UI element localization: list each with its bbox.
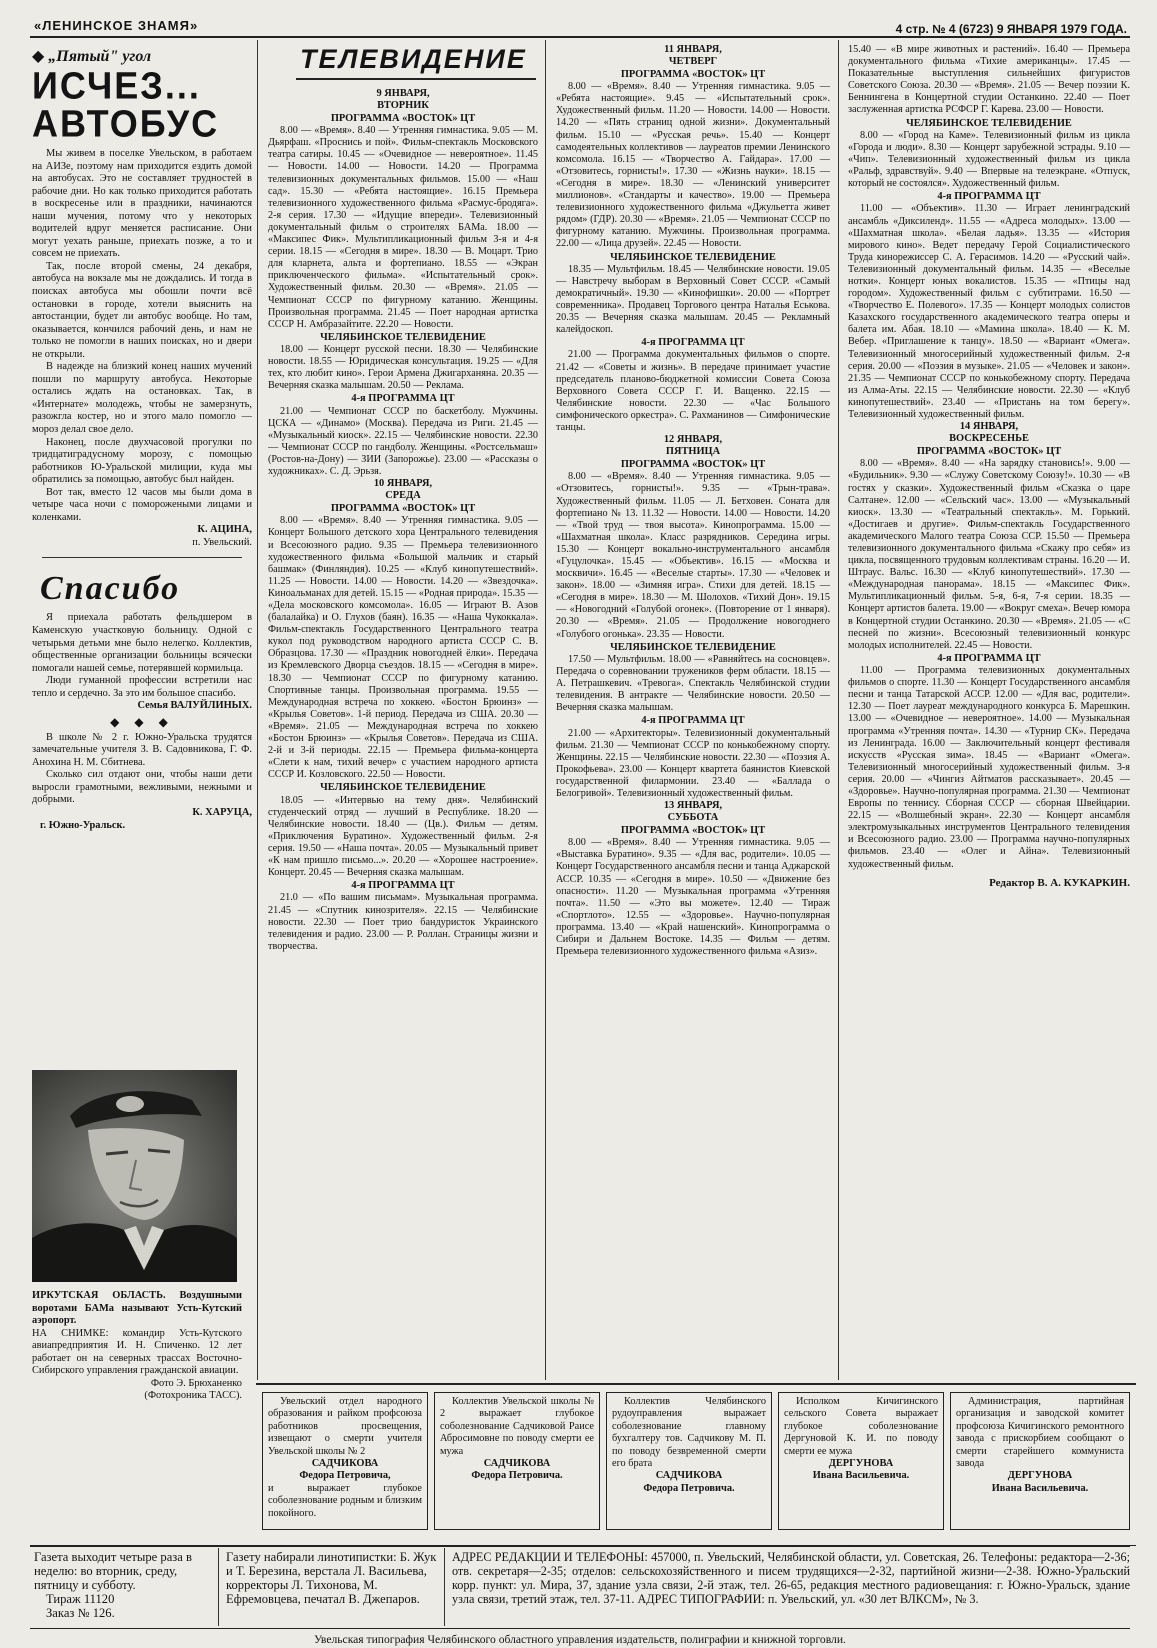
tv-title-rule xyxy=(296,78,536,80)
tv-schedule-text: 21.00 — Программа документальных фильмов о спорте. 21.42 — «Советы и жизнь». В передаче принимает участие председатель планово-бюджетной комиссии Совета Союза Верховного Совета СССР Г. И. Ващенко. 22.15 — Челябинские новости. 22.30 — «Час Большого симфонического оркестра». С. Рахманинов — Симфонические танцы. xyxy=(556,349,830,434)
footer-column-rule xyxy=(218,1548,219,1626)
tv-day-heading: СРЕДА xyxy=(385,490,421,502)
tv-program-heading: ПРОГРАММА «ВОСТОК» ЦТ xyxy=(620,69,766,80)
obituary-notice xyxy=(950,1392,1130,1530)
tv-program-heading: 4-я ПРОГРАММА ЦТ xyxy=(937,652,1041,664)
footer-address xyxy=(452,1550,1130,1606)
article-headline-line1: ИСЧЕЗ... xyxy=(32,63,201,107)
printer-line: Увельская типография Челябинского областного управления издательств, полиграфии и книжной торговли. xyxy=(314,1633,846,1646)
article-headline-line2: АВТОБУС xyxy=(32,101,220,145)
article-paragraph: Так, после второй смены, 24 декабря, автобуса на вокзале мы не дождались. И тогда в поисках автобуса мы обошли почти всё остановки в городе, хотели выяснить на автостанции, будет ли автобус вообще. Но там, оказывается, кончился рабочий день, и нам не только не помогли в наших поисках, но и двери не открыли. xyxy=(32,260,252,360)
tv-program-heading: 4-я ПРОГРАММА ЦТ xyxy=(351,880,455,892)
tv-program-heading: ПРОГРАММА «ВОСТОК» ЦТ xyxy=(330,503,476,515)
editor-signature: Редактор В. А. КУКАРКИН. xyxy=(989,876,1130,889)
obituary-name: САДЧИКОВА xyxy=(655,1470,723,1482)
caption-credit: (Фотохроника ТАСС). xyxy=(144,1390,242,1401)
obituary-name: САДЧИКОВА xyxy=(311,1458,379,1470)
obituary-name-given: Федора Петровича. xyxy=(643,1482,735,1494)
tv-program-heading: ПРОГРАММА «ВОСТОК» ЦТ xyxy=(620,825,766,837)
caption-text: НА СНИМКЕ: командир Усть-Кутского авиапредприятия И. Н. Спиченко. 12 лет работает он на северных трассах Восточно-Сибирского управления гражданской авиации. xyxy=(32,1327,242,1376)
tv-program-heading: 4-я ПРОГРАММА ЦТ xyxy=(351,393,455,405)
article-body xyxy=(32,148,252,524)
pilot-photo xyxy=(32,1070,237,1282)
tv-day-heading: СУББОТА xyxy=(667,812,719,824)
tv-day-heading: 10 ЯНВАРЯ, xyxy=(373,478,433,490)
obituary-notice xyxy=(606,1392,772,1530)
article-paragraph: Вот так, вместо 12 часов мы были дома в четыре часа ночи с поморожеными лицами и коленками. xyxy=(32,486,252,523)
tv-day-heading: 13 ЯНВАРЯ, xyxy=(663,800,723,812)
tv-program-heading: ЧЕЛЯБИНСКОЕ ТЕЛЕВИДЕНИЕ xyxy=(320,782,486,794)
tv-program-heading: ЧЕЛЯБИНСКОЕ ТЕЛЕВИДЕНИЕ xyxy=(320,331,486,343)
obituary-name: САДЧИКОВА xyxy=(483,1458,551,1470)
tv-day-heading: 14 ЯНВАРЯ, xyxy=(959,421,1019,433)
tv-section-title: ТЕЛЕВИДЕНИЕ xyxy=(300,44,527,74)
footer-staff xyxy=(226,1550,438,1606)
tv-program-heading: ЧЕЛЯБИНСКОЕ ТЕЛЕВИДЕНИЕ xyxy=(610,641,776,653)
footer-staff-text: Газету набирали линотипистки: Б. Жук и Т. Березина, верстала Л. Васильева, корректоры Л. Тихонова, М. Ефремовцева, печатал В. Джепаров. xyxy=(226,1550,437,1606)
footer-order: Заказ № 126. xyxy=(46,1606,115,1620)
thanks-paragraph: Я приехала работать фельдшером в Каменскую участковую больницу. Одной с четырьмя детьми мне было нелегко. Коллектив, общественные организации больницы всячески помогали нашей семье, потерявшей кормильца. xyxy=(32,612,252,674)
tv-schedule-text: 8.00 — «Время». 8.40 — Утренняя гимнастика. 9.05 — «Отзовитесь, горнисты!». 9.35 — «Трын-трава». Художественный фильм. 11.05 — Л. Бетховен. Соната для фортепиано № 13. 11.32 — Новости. 14.00 — Новости. 14.20 — «Твой труд — твоя высота». Кинопрограмма. 15.00 — «Шахматная школа». Класс разрядников. Середина игры. 15.30 — Концерт вокально-инструментального ансамбля «Гуцулочка». 15.45 — «Объектив». 16.15 — «Москва и москвичи». 16.45 — «Веселые старты». 17.30 — «Человек и закон». 18.00 — «Зимняя игра». Стихи для детей. 18.15 — «Сегодня в мире». 18.30 — М. Шолохов. «Тихий Дон». 19.15 — «Новогодний «Голубой огонек». (Повторение от 1 января). 20.30 — «Время». 21.05 — Продолжение новогоднего «Голубого огонька». 23.35 — Новости. xyxy=(556,471,830,640)
tv-day-heading: ЧЕТВЕРГ xyxy=(668,56,718,67)
tv-schedule-text: 8.00 — «Время». 8.40 — Утренняя гимнастика. 9.05 — «Выставка Буратино». 9.35 — «Для вас, родители». 10.05 — Концерт Государственного ансамбля песни и танца Аджарской АССР. 10.35 — «Сегодня в мире». 10.50 — «Движение без опасности». 11.20 — Музыкальная программа «Утренняя почта». 11.50 — «Это вы можете». 12.40 — Тираж «Спортлото». 12.55 — «Здоровье». Научно-популярная программа. 13.40 — «Край нашенский». Кинопрограмма о Сибири и Дальнем Востоке. 14.35 — Фильм — детям. Премьера телевизионного художественного фильма «Азиз». xyxy=(556,837,830,958)
article-paragraph: Мы живем в поселке Увельском, в работаем на АИЗе, поэтому нам приходится ездить домой на автобусах. Это не составляет трудностей в рабочие дни. Но как только приходится работать в воскресенье или в праздники, начинаются наши мучения, потому что у некоторых водителей вдруг меняется расписание. Они могут уехать раньше, приехать позже, а то и совсем не приехать. xyxy=(32,148,252,260)
obituary-name-given: Ивана Васильевича. xyxy=(991,1482,1089,1494)
tv-program-heading: 4-я ПРОГРАММА ЦТ xyxy=(641,715,745,727)
obituary-name-given: Ивана Васильевича. xyxy=(812,1470,910,1482)
tv-program-heading: ЧЕЛЯБИНСКОЕ ТЕЛЕВИДЕНИЕ xyxy=(906,117,1072,129)
tv-program-heading: ЧЕЛЯБИНСКОЕ ТЕЛЕВИДЕНИЕ xyxy=(610,251,776,263)
tv-program-heading: ПРОГРАММА «ВОСТОК» ЦТ xyxy=(916,446,1062,458)
obituary-text: Исполком Кичигинского сельского Совета выражает глубокое соболезнование Дергуновой К. И. по поводу смерти ее мужа xyxy=(784,1396,938,1457)
obituary-notice xyxy=(434,1392,600,1530)
footer-address-text: АДРЕС РЕДАКЦИИ И ТЕЛЕФОНЫ: 457000, п. Увельский, Челябинской области, ул. Советская, 26. Телефоны: редактора—2-36; отв. секретаря—2-35; отделов: сельскохозяйственного и писем трудящихся—2-32, партийной жизни—2-38. Южно-Уральский корр. пункт: ул. Мира, 37, здание узла связи, 2-й этаж, тел. 26-65, редакция местного радиовещания: г. Южно-Уральск, здание узла связи, третий этаж, тел. 37-11. АДРЕС ТИПОГРАФИИ: п. Увельский, ул. «30 лет ВЛКСМ», № 3. xyxy=(452,1550,1130,1606)
printer-rule xyxy=(30,1628,1130,1629)
footer-circulation: Тираж 11120 xyxy=(46,1592,115,1606)
footer-schedule-text: Газета выходит четыре раза в неделю: во вторник, среду, пятницу и субботу. xyxy=(34,1550,192,1592)
tv-schedule-text: 21.00 — «Архитекторы». Телевизионный документальный фильм. 21.30 — Чемпионат СССР по конькобежному спорту. Женщины. 22.15 — Челябинские новости. 22.30 — «Поэзия А. Прокофьева». 23.00 — Концерт квартета баянистов Киевской государственной филармонии. 23.40 — «Баллада о Белогривой». Телевизионный художественный фильм. xyxy=(556,727,830,799)
tv-schedule-text: 8.00 — «Время». 8.40 — Утренняя гимнастика. 9.05 — «Ребята настоящие». 9.45 — «Испытательный срок». Художественный фильм. 11.20 — Новости. 14.00 — Новости. 14.20 — «Пять страниц одной жизни». Документальный фильм. 15.10 — «Русская речь». 15.40 — Концерт самодеятельных коллективов — лауреатов премии Ленинского комсомола. 16.15 — «Творчество А. Гайдара». 17.00 — «Отзовитесь, горнисты!». 17.30 — «Жизнь науки». 18.15 — «Сегодня в мире». 18.30 — «Ленинский университет миллионов». «Стандарты и качество». 19.00 — Премьера телевизионного художественного фильма «Джульетта живет рядом» (ГДР). 20.30 — «Время». 21.05 — Чемпионат СССР по фигурному катанию. Мужчины. Произвольная программа. 22.00 — «Лица друзей». 22.45 — Новости. xyxy=(556,81,830,250)
masthead-rule xyxy=(30,36,1130,38)
tv-schedule-text: 21.00 — Чемпионат СССР по баскетболу. Мужчины. ЦСКА — «Динамо» (Москва). Передача из Риги. 21.45 — «Музыкальный киоск». 22.15 — Челябинские новости. 22.30 — Чемпионат СССР по гандболу. Женщины. «Ростсельмаш» (Ростов-на-Дону) — ЗИИ (Запорожье). 23.00 — «Рассказы о художниках». С. Д. Эрьзя. xyxy=(268,405,538,478)
footer-schedule xyxy=(34,1550,212,1620)
column-rule xyxy=(838,40,839,1380)
tv-schedule-text: 18.35 — Мультфильм. 18.45 — Челябинские новости. 19.05 — Навстречу выборам в Верховный Совет СССР. «Самый демократичный». 19.30 — «Кинофишки». 20.00 — «Портрет современника». Продавец Торгового центра Наталья Еськова. 20.35 — Вечерняя сказка малышам. 20.45 — Рекламный калейдоскоп. xyxy=(556,263,830,336)
tv-program-heading: 4-я ПРОГРАММА ЦТ xyxy=(641,337,745,349)
article-paragraph: Наконец, после двухчасовой прогулки по тридцатиградусному морозу, с помощью работников Ю-Уральской милиции, куда мы обратились за помощью, автобус был найден. xyxy=(32,436,252,486)
thanks-title: Спасибо xyxy=(40,570,181,608)
masthead-paper-name: «ЛЕНИНСКОЕ ЗНАМЯ» xyxy=(34,18,199,33)
tv-program-heading: ПРОГРАММА «ВОСТОК» ЦТ xyxy=(330,113,476,124)
photo-caption xyxy=(32,1290,242,1403)
tv-schedule-text: 8.00 — «Время». 8.40 — «На зарядку становись!». 9.00 — «Будильник». 9.30 — «Служу Советскому Союзу!». 10.30 — «В гостях у сказки». Художественный фильм «Сказка о царе Салтане». 12.00 — «Сельский час». 13.00 — «Музыкальный киоск». 13.30 — «Театральный спектакль». М. Горький. «Достигаев и другие». Фильм-спектакль Государственного академического Малого театра Союза ССР. 15.50 — Премьера телевизионного документального фильма «Скажу про себя» из цикла, посвященного трудовым коллективам страны. 16.20 — И. Штраус. Вальс. 16.30 — «Клуб кинопутешествий». 17.30 — «Международная панорама». 18.15 — «Максипес Фик». Мультипликационный фильм. 5-я, 6-я, 7-я серии. 18.35 — Концерт артистов балета. 19.00 — «Вокруг смеха». Вечер юмора в Концертной студии Останкино. 20.30 — «Время». 21.05 — «С песней по жизни». Всесоюзный телевизионный конкурс молодых исполнителей. 22.45 — Новости. xyxy=(848,458,1130,651)
thanks-signature-place: г. Южно-Уральск. xyxy=(40,819,126,831)
tv-column-2 xyxy=(556,44,830,958)
obituary-text: Коллектив Увельской школы № 2 выражает глубокое соболезнование Садчиковой Раисе Абросимовне по поводу смерти ее мужа xyxy=(440,1396,594,1457)
tv-day-heading: ВОСКРЕСЕНЬЕ xyxy=(949,433,1029,445)
obituary-notice xyxy=(778,1392,944,1530)
footer-column-rule xyxy=(444,1548,445,1626)
article-rubric: ◆ „Пятый" угол xyxy=(32,48,152,65)
article-paragraph: В надежде на близкий конец наших мучений пошли по маршруту автобуса. Некоторые остались ждать на остановках. Так, в «Интернате» молодежь, чтобы не замерзнуть, разожгла костер, но и этого мало помогло — мороз делал свое дело. xyxy=(32,361,252,436)
article-signature: К. АЦИНА, xyxy=(197,524,252,536)
obituary-notice xyxy=(262,1392,428,1530)
obituary-tail: и выражает глубокое соболезнование родным и близким покойного. xyxy=(268,1482,422,1519)
tv-schedule-text: 18.00 — Концерт русской песни. 18.30 — Челябинские новости. 18.55 — Юридическая консультация. 19.25 — «Для тех, кто любит кино». Герои Армена Джигарханяна. 20.35 — Вечерняя сказка малышам. 20.50 — Реклама. xyxy=(268,344,538,392)
obituary-text: Администрация, партийная организация и заводской комитет профсоюза Кичигинского ремонтного завода с прискорбием сообщают о смерти старейшего коммуниста завода xyxy=(956,1396,1124,1470)
caption-lead: ИРКУТСКАЯ ОБЛАСТЬ. Воздушными воротами БАМа называют Усть-Кутский аэропорт. xyxy=(32,1290,242,1326)
section-stars: ◆ ◆ ◆ xyxy=(110,714,174,729)
thanks-signature: К. ХАРУЦА, xyxy=(192,807,252,819)
photo-image xyxy=(32,1070,237,1282)
column-rule xyxy=(257,40,258,1380)
obituary-name-given: Федора Петровича, xyxy=(299,1470,391,1482)
thanks-paragraph: Сколько сил отдают они, чтобы наши дети выросли грамотными, вежливыми, нежными и добрыми. xyxy=(32,769,252,806)
obituary-name: ДЕРГУНОВА xyxy=(828,1458,894,1470)
column-rule xyxy=(545,40,546,1380)
tv-schedule-text: 8.00 — «Время». 8.40 — Утренняя гимнастика. 9.05 — М. Дьярфаш. «Проснись и пой». Фильм-спектакль Московского театра сатиры. 10.45 — «Очевидное — невероятное». 11.45 — Новости. 14.00 — Новости. 14.20 — Программа телевизионных документальных фильмов. 15.00 — «Наш сад». 15.30 — «Ребята настоящие». 16.15 Премьера телевизионного художественного фильма «Расмус-бродяга». 2-я серия. 17.30 — «Идущие впереди». Телевизионный документальный фильм о строителях БАМа. 18.00 — «Максипес Фик». Мультипликационный фильм 3-я и 4-я серии. 18.15 — «Сегодня в мире». 18.30 — В. Моцарт. Трио для кларнета, альта и фортепиано. 18.55 — «Экран приключенческого фильма». «Испытательный срок». Художественный фильм. 20.30 — «Время». 21.05 — Чемпионат СССР по фигурному катанию. Женщины. Произвольная программа. 21.45 — Поет народная артистка СССР Н. Амбразайтите. 22.20 — Новости. xyxy=(268,125,538,330)
tv-column-1 xyxy=(268,88,538,953)
tv-day-heading: ВТОРНИК xyxy=(377,100,429,111)
tv-schedule-text: 15.40 — «В мире животных и растений». 16.40 — Премьера документального фильма «Тихие американцы». 17.45 — Показательные выступления сильнейших фигуристов Советского Союза. 20.30 — «Время». 21.05 — Вечер поэзии К. Беннингена в Концертной студии Останкино. 22.40 — Поет заслуженная артистка РСФСР Г. Карева. 23.00 — Новости. xyxy=(848,44,1130,116)
tv-schedule-text: 11.00 — «Объектив». 11.30 — Играет ленинградский ансамбль «Диксиленд». 11.55 — «Адреса молодых». 13.00 — «Шахматная школа». «Белая ладья». 13.35 — «История мирового кино». Ведет передачу Герой Социалистического Труда кинорежиссер С. А. Герасимов. 14.20 — «Русский чай». Телевизионный документальный фильм. 14.35 — «Веселые нотки». Концерт юных вокалистов. 15.35 — «Птицы над городом». Художественный фильм с субтитрами. 16.50 — «Творчество Е. Полевого». 17.35 — Концерт молодых солистов Казахского государственного академического театра оперы и балета им. Абая. 18.10 — «Мамина школа». 18.40 — К. М. Вебер. «Приглашение к танцу». 18.50 — «Вариант «Омега». Телевизионный многосерийный художественный фильм. 2-я серия. 20.00 — «Поэзия в музыке». 21.05 — «Человек и закон». 21.35 — Чемпионат СССР по конькобежному спорту. Передача из Алма-Аты. 22.15 — Челябинские новости. 22.30 — «Клуб кинопутешествий». 23.40 — «Пристань на том берегу». Телевизионный художественный фильм. xyxy=(848,203,1130,421)
tv-day-heading: 11 ЯНВАРЯ, xyxy=(664,44,722,55)
tv-day-heading: ПЯТНИЦА xyxy=(665,446,721,458)
tv-schedule-text: 8.00 — «Время». 8.40 — Утренняя гимнастика. 9.05 — Концерт Большого детского хора Центрального телевидения и Всесоюзного радио. 9.35 — Премьера телевизионного художественного фильма «Большой мальчик и старый башмак» (Финляндия). 10.25 — «Клуб кинопутешествий». 11.25 — Новости. 14.00 — Новости. 14.20 — «Звездочка». Киноальманах для детей. 15.15 — «Родная природа». 15.35 — «Дела московского комсомола». 16.05 — Играют В. Азов (балалайка) и О. Глухов (баян). 16.35 — «Наша Чукоккала». Фильм-спектакль Государственного Центрального театра кукол под руководством народного артиста СССР С. В. Образцова. 17.30 — «Праздник новогодней ёлки». Передача из Кремлевского Дворца съездов. 18.15 — «Сегодня в мире». 18.30 — Чемпионат СССР по фигурному катанию. Спортивные танцы. Произвольная программа. 19.55 — Международная встреча по хоккею. «Бостон Брюинз» — «Крылья Советов». 1-й период. Передача из США. 20.30 — «Время». 21.05 — Международная встреча по хоккею «Бостон Брюинз» — «Крылья Советов». Передача из США. 2-й и 3-й периоды. 22.15 — Премьера фильма-концерта «Слети к нам, тихий вечер» с участием народного артиста СССР И. Козловского. 22.50 — Новости. xyxy=(268,515,538,781)
tv-schedule-text: 8.00 — «Город на Каме». Телевизионный фильм из цикла «Города и люди». 8.30 — Концерт зарубежной эстрады. 9.10 — «Чип». Телевизионный художественный фильм из цикла «Ральф, здравствуй». 9.40 — Впервые на телеэкране. «Отпуск, который не состоялся». Художественный фильм. xyxy=(848,129,1130,190)
tv-schedule-text: 18.05 — «Интервью на тему дня». Челябинский студенческий отряд — лучший в Республике. 18.20 — Челябинские новости. 18.40 — (Цв.). Фильм — детям. «Приключения Буратино». Художественный фильм. 2-я серия. 19.50 — «Наша почта». 20.05 — Музыкальный привет «К нам пришло письмо...». 20.20 — «Хорошее настроение». Концерт. 20.45 — Вечерняя сказка малышам. xyxy=(268,794,538,879)
section-divider xyxy=(42,557,242,558)
tv-schedule-text: 11.00 — Программа телевизионных документальных фильмов о спорте. 11.30 — Концерт Государственного ансамбля песни и танца Татарской АССР. 12.00 — «Для вас, родители». 12.30 — Поет лауреат международного конкурса Б. Марешкин. 13.00 — «Очевидное — невероятное». 14.00 — Музыкальная программа «Утренняя почта». 14.30 — «Турнир СК». Передача из Ленинграда. 16.00 — Заключительный концерт фестиваля искусств «Русская зима». 18.45 — «Вариант «Омега». Телевизионный многосерийный художественный фильм. 3-я серия. 20.00 — «Чингиз Айтматов рассказывает». 20.45 — «Здоровье». Научно-популярная программа. 21.30 — Чемпионат Европы по теннису. Сборная СССР — сборная Швейцарии. 22.15 — «Волшебный экран». 22.30 — Концерт ансамбля электромузыкальных инструментов Центрального телевидения и Всесоюзного радио. 23.00 — Программа научно-популярных фильмов. 23.40 — «Олег и Айна». Телевизионный художественный фильм. xyxy=(848,665,1130,870)
obituary-text: Увельский отдел народного образования и райком профсоюза работников просвещения, извещают о смерти учителя Увельской школы № 2 xyxy=(268,1396,422,1457)
footer-rule xyxy=(30,1545,1130,1547)
tv-day-heading: 9 ЯНВАРЯ, xyxy=(376,88,430,99)
thanks-signature: Семья ВАЛУЙЛИНЫХ. xyxy=(137,700,252,712)
obituary-text: Коллектив Челябинского рудоуправления выражает соболезнование главному бухгалтеру тов. Садчикову М. П. по поводу безвременной смерти его брата xyxy=(612,1396,766,1470)
tv-day-heading: 12 ЯНВАРЯ, xyxy=(663,434,723,446)
tv-program-heading: 4-я ПРОГРАММА ЦТ xyxy=(937,191,1041,203)
masthead-issue-line: 4 стр. № 4 (6723) 9 ЯНВАРЯ 1979 ГОДА. xyxy=(895,22,1127,36)
caption-credit: Фото Э. Брюханенко xyxy=(150,1377,242,1389)
tv-program-heading: ПРОГРАММА «ВОСТОК» ЦТ xyxy=(620,459,766,471)
thanks-paragraph: Люди гуманной профессии встретили нас тепло и сердечно. За это им большое спасибо. xyxy=(32,675,252,699)
tv-schedule-text: 17.50 — Мультфильм. 18.00 — «Равняйтесь на сосновцев». Передача о соревновании тружеников ферм области. 18.15 — А. Петрашкевич. «Тревога». Спектакль Челябинской студии телевидения. В антракте — Челябинские новости. 20.50 — Вечерняя сказка малышам. xyxy=(556,653,830,714)
thanks-paragraph: В школе № 2 г. Южно-Уральска трудятся замечательные учителя З. В. Садовникова, Г. Ф. Анохина Н. М. Сбитнева. xyxy=(32,731,252,768)
obituary-name-given: Федора Петровича. xyxy=(471,1470,563,1482)
article-signature-place: п. Увельский. xyxy=(192,536,252,548)
tv-column-3 xyxy=(848,44,1130,889)
tv-schedule-text: 21.0 — «По вашим письмам». Музыкальная программа. 21.45 — «Спутник кинозрителя». 22.15 — Челябинские новости. 22.30 — Поет трио бандуристок Украинского телевидения и радио. 23.00 — Р. Роллан. Страницы жизни и творчества. xyxy=(268,892,538,952)
obituary-name: ДЕРГУНОВА xyxy=(1007,1470,1073,1482)
